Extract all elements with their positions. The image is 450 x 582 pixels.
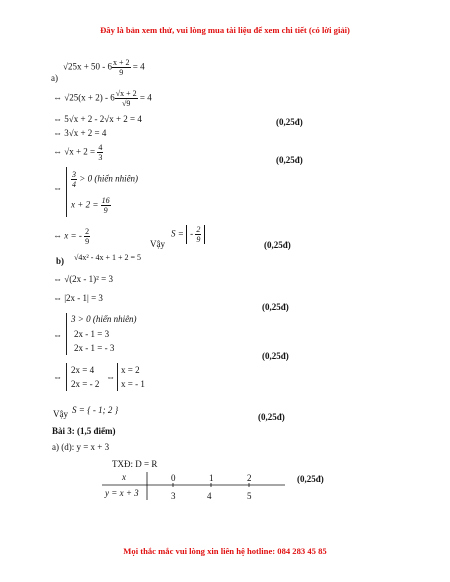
- sol-left: x = -: [64, 230, 85, 241]
- step5-num: 4: [98, 143, 103, 152]
- set-a-den: 9: [196, 235, 201, 244]
- sys-b2-row1: 2x = 4: [71, 365, 95, 375]
- preview-banner: Đây là bản xem thử, vui lòng mua tài liệu để xem chi tiết (có lời giải): [100, 25, 350, 35]
- table-y-1: 4: [207, 491, 212, 501]
- part-a-label: a): [51, 73, 58, 83]
- equation-b: √4x² - 4x + 1 + 2 = 5: [74, 253, 141, 262]
- hotline-footer: Mọi thắc mắc vui lòng xin liên hệ hotline: 084 283 45 85: [123, 546, 327, 556]
- sys-a-den: 4: [72, 180, 76, 189]
- step2-den: √9: [122, 99, 131, 108]
- step2-left: √25(x + 2) - 6: [64, 92, 115, 103]
- table-y-0: 3: [171, 491, 176, 501]
- score-b2: (0,25đ): [262, 351, 289, 361]
- equiv-arrow: ⇔: [53, 146, 62, 157]
- table-x-0: 0: [171, 473, 176, 483]
- equiv-arrow: ⇔: [53, 274, 62, 284]
- equiv-arrow-sys-b3: ⇔: [106, 372, 115, 382]
- score-b1: (0,25đ): [262, 302, 289, 312]
- equiv-arrow-sys-a: ⇔: [53, 183, 62, 193]
- equiv-arrow-sys-b2: ⇔: [53, 372, 62, 382]
- eq1-left: √25x + 50 - 6: [63, 61, 113, 72]
- eq1-right: = 4: [130, 61, 145, 72]
- score-a3: (0,25đ): [264, 240, 291, 250]
- table-head-y: y = x + 3: [105, 488, 139, 498]
- sys-a2-den: 9: [103, 206, 108, 215]
- vay-a: Vậy: [150, 239, 165, 249]
- sys-b2-row2: 2x = - 2: [71, 379, 100, 389]
- set-a-left: S =: [171, 228, 187, 239]
- score-a1: (0,25đ): [276, 117, 303, 127]
- sys-b3-row2: x = - 1: [121, 379, 145, 389]
- sys-a2-num: 16: [101, 196, 110, 205]
- step-b2-text: |2x - 1| = 3: [64, 293, 103, 303]
- eq1-frac-den: 9: [119, 68, 124, 77]
- table-head-x: x: [122, 472, 126, 482]
- sys-a-num: 3: [72, 170, 76, 179]
- txd-label: TXĐ: D = R: [112, 459, 158, 469]
- step3-text: 5√x + 2 - 2√x + 2 = 4: [64, 114, 142, 124]
- sys-b3-row1: x = 2: [121, 365, 140, 375]
- set-a-neg: -: [190, 228, 196, 239]
- sys-a2-left: x + 2 =: [71, 199, 101, 210]
- set-a-num: 2: [196, 225, 201, 234]
- sys-a-tail: > 0 (hiển nhiên): [77, 173, 139, 184]
- equiv-arrow: ⇔: [53, 128, 62, 138]
- solution-set-b: S = { - 1; 2 }: [72, 405, 119, 415]
- score-a2: (0,25đ): [276, 155, 303, 165]
- bai3-title: Bài 3: (1,5 điểm): [52, 426, 116, 436]
- table-x-1: 1: [209, 473, 214, 483]
- step4-text: 3√x + 2 = 4: [64, 128, 107, 138]
- sol-num: 2: [85, 227, 90, 236]
- step-b1-text: √(2x - 1)² = 3: [64, 274, 113, 284]
- equiv-arrow: ⇔: [53, 293, 62, 303]
- bai3-item-a: a) (d): y = x + 3: [52, 442, 110, 452]
- sol-den: 9: [85, 237, 90, 246]
- equiv-arrow: ⇔: [53, 230, 62, 241]
- score-b3: (0,25đ): [258, 412, 285, 422]
- sys-b-row1: 3 > 0 (hiển nhiên): [71, 314, 137, 324]
- part-b-label: b): [56, 256, 65, 266]
- equiv-arrow-sys-b: ⇔: [53, 330, 62, 340]
- step5-den: 3: [98, 153, 103, 162]
- sys-b-row3: 2x - 1 = - 3: [74, 343, 115, 353]
- score-bai3: (0,25đ): [297, 474, 324, 484]
- table-y-2: 5: [247, 491, 252, 501]
- eq1-frac-num: x + 2: [113, 58, 130, 67]
- table-x-2: 2: [247, 473, 252, 483]
- equiv-arrow: ⇔: [53, 92, 62, 103]
- vay-b: Vậy: [53, 409, 68, 419]
- step2-num: √x + 2: [115, 89, 137, 98]
- equiv-arrow: ⇔: [53, 114, 62, 124]
- step5-left: √x + 2 =: [64, 146, 98, 157]
- sys-b-row2: 2x - 1 = 3: [74, 329, 110, 339]
- step2-right: = 4: [137, 92, 152, 103]
